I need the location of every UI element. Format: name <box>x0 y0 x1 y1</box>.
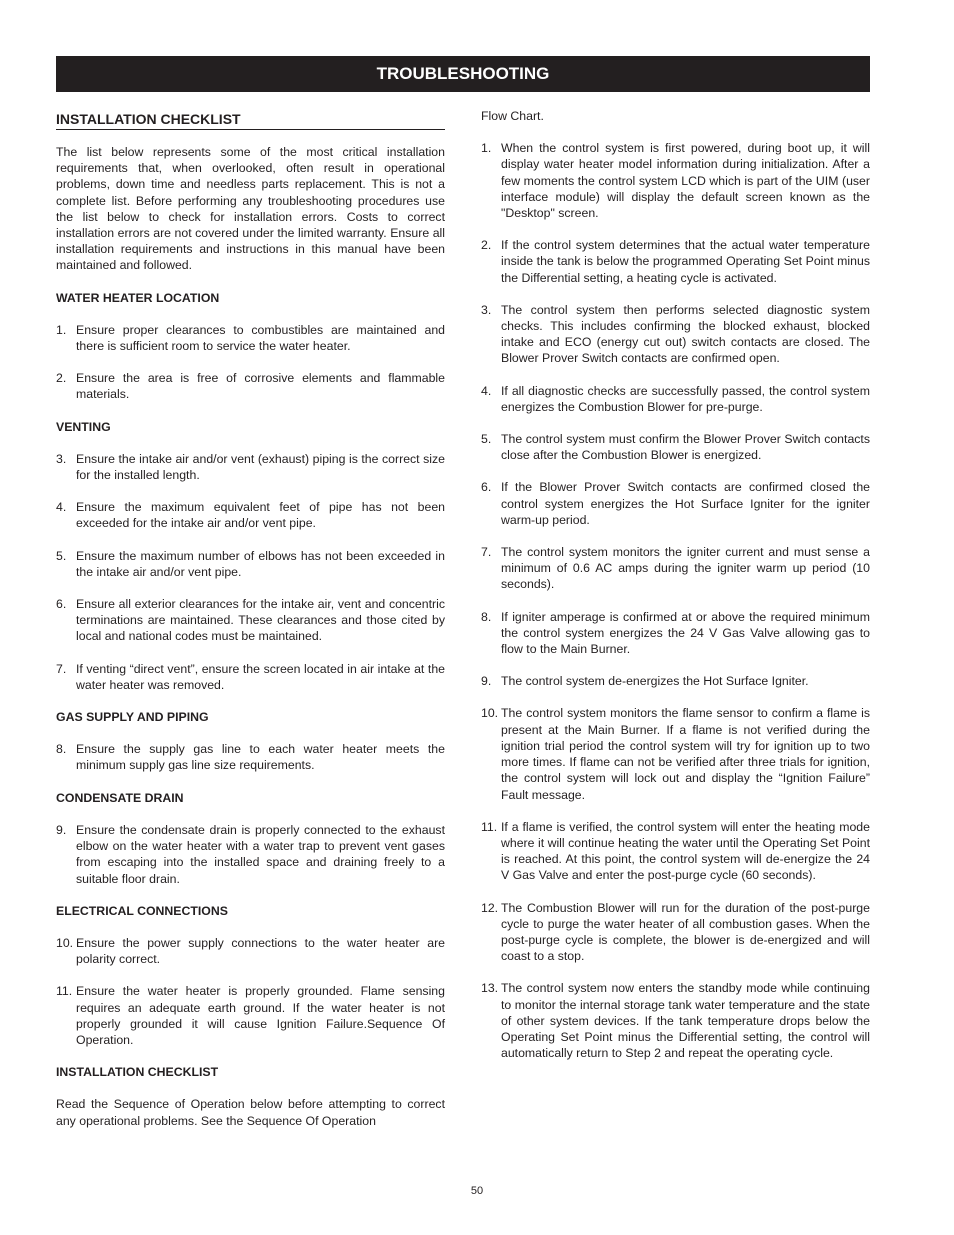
sequence-step: 3. The control system then performs selected diagnostic system checks. This includes confirming the blocked exhaust, blocked intake and ECO (energy cut out) switch contacts are closed. The Blower Prover Switch contacts are confirmed open. <box>481 302 870 366</box>
sequence-step: 12. The Combustion Blower will run for the duration of the post-purge cycle to purge the water heater of all combustion gases. When the post-purge cycle is complete, the blower is de-energized and will coast to a stop. <box>481 900 870 964</box>
list-item: 4. Ensure the maximum equivalent feet of pipe has not been exceeded for the intake air and/or vent pipe. <box>56 500 445 531</box>
sequence-step: 11. If a flame is verified, the control system will enter the heating mode where it will continue heating the water until the Operating Set Point is reached. At this point, the control system will de-energize the 24 V Gas Valve and enter the post-purge cycle (60 seconds). <box>481 819 870 883</box>
list-item: 10. Ensure the power supply connections to the water heater are polarity correct. <box>56 935 445 967</box>
sequence-step: 5. The control system must confirm the Blower Prover Switch contacts close after the Combustion Blower is energized. <box>481 432 870 463</box>
sequence-step: 6. If the Blower Prover Switch contacts are confirmed closed the control system energizes the Hot Surface Igniter for the igniter warm-up period. <box>481 480 870 527</box>
sequence-step: 10. The control system monitors the flame sensor to confirm a flame is present at the Main Burner. If a flame is not verified during the ignition trial period the control system will try for ignition up to two more times. If flame can not be verified after three trials for ignition, the control system will lock out and display the “Ignition Failure” Fault message. <box>481 706 870 802</box>
page-number: 50 <box>470 1185 484 1197</box>
subheading-location: WATER HEATER LOCATION <box>56 290 220 305</box>
sequence-step: 13. The control system now enters the standby mode while continuing to monitor the internal storage tank water temperature and the state of other system devices. If the tank temperature drops below the Operating Set Point minus the Differential setting, the control will automatically return to Step 2 and repeat the operating cycle. <box>481 981 870 1061</box>
page-title-banner <box>56 56 870 92</box>
list-item: 1. Ensure proper clearances to combustibles are maintained and there is sufficient room to service the water heater. <box>56 322 445 354</box>
subheading-venting: VENTING <box>56 419 111 434</box>
list-item: 2. Ensure the area is free of corrosive elements and flammable materials. <box>56 371 445 402</box>
list-item: 7. If venting “direct vent”, ensure the screen located in air intake at the water heater was removed. <box>56 661 445 692</box>
sequence-step: 8. If igniter amperage is confirmed at or above the required minimum the control system energizes the 24 V Gas Valve allowing gas to flow to the Main Burner. <box>481 609 870 657</box>
list-item: 9. Ensure the condensate drain is properly connected to the exhaust elbow on the water heater with a water trap to prevent vent gases from escaping into the installed space and draining freely to a suitable floor drain. <box>56 822 445 886</box>
list-item: 8. Ensure the supply gas line to each water heater meets the minimum supply gas line size requirements. <box>56 742 445 773</box>
section-heading: INSTALLATION CHECKLIST <box>56 110 445 130</box>
intro-paragraph: The list below represents some of the most critical installation requirements that, when overlooked, often result in operational problems, down time and needless parts replacement. This is not a complete list. Before performing any troubleshooting procedures use the list below to check for installation errors. Costs to correct installation errors are not covered under the limited warranty. Ensure all installation requirements and instructions in this manual have been maintained and followed. <box>56 145 445 273</box>
sequence-step: 1. When the control system is first powered, during boot up, it will display water heater model information during initialization. After a few moments the control system LCD which is part of the UIM (user interface module) will display the default screen known as the "Desktop" screen. <box>481 141 870 221</box>
list-item: 11. Ensure the water heater is properly grounded. Flame sensing requires an adequate earth ground. If the water heater is not properly grounded it will cause Ignition Failure.Sequence Of Operation. <box>56 984 445 1047</box>
sequence-step: 7. The control system monitors the igniter current and must sense a minimum of 0.6 AC amps during the igniter warm up period (10 seconds). <box>481 545 870 592</box>
subheading-electrical: ELECTRICAL CONNECTIONS <box>56 903 228 918</box>
sequence-step: 9. The control system de-energizes the Hot Surface Igniter. <box>481 674 809 689</box>
left-column <box>56 108 445 1145</box>
lead-text: Flow Chart. <box>481 109 544 123</box>
list-item: 3. Ensure the intake air and/or vent (exhaust) piping is the correct size for the installed length. <box>56 451 445 483</box>
list-item: 5. Ensure the maximum number of elbows has not been exceeded in the intake air and/or vent pipe. <box>56 548 445 579</box>
subheading-closing: INSTALLATION CHECKLIST <box>56 1065 219 1080</box>
list-item: 6. Ensure all exterior clearances for the intake air, vent and concentric terminations are maintained. These clearances and those cited by local and national codes must be maintained. <box>56 597 445 644</box>
sequence-step: 2. If the control system determines that the actual water temperature inside the tank is below the programmed Operating Set Point minus the Differential setting, a heating cycle is activated. <box>481 238 870 285</box>
subheading-gas: GAS SUPPLY AND PIPING <box>56 710 209 725</box>
sequence-step: 4. If all diagnostic checks are successfully passed, the control system energizes the Combustion Blower for pre-purge. <box>481 383 870 414</box>
page-title: TROUBLESHOOTING <box>376 64 550 83</box>
subheading-condensate: CONDENSATE DRAIN <box>56 790 184 805</box>
right-column <box>481 108 870 1077</box>
closing-paragraph: Read the Sequence of Operation below before attempting to correct any operational problems. See the Sequence Of Operation <box>56 1097 445 1128</box>
